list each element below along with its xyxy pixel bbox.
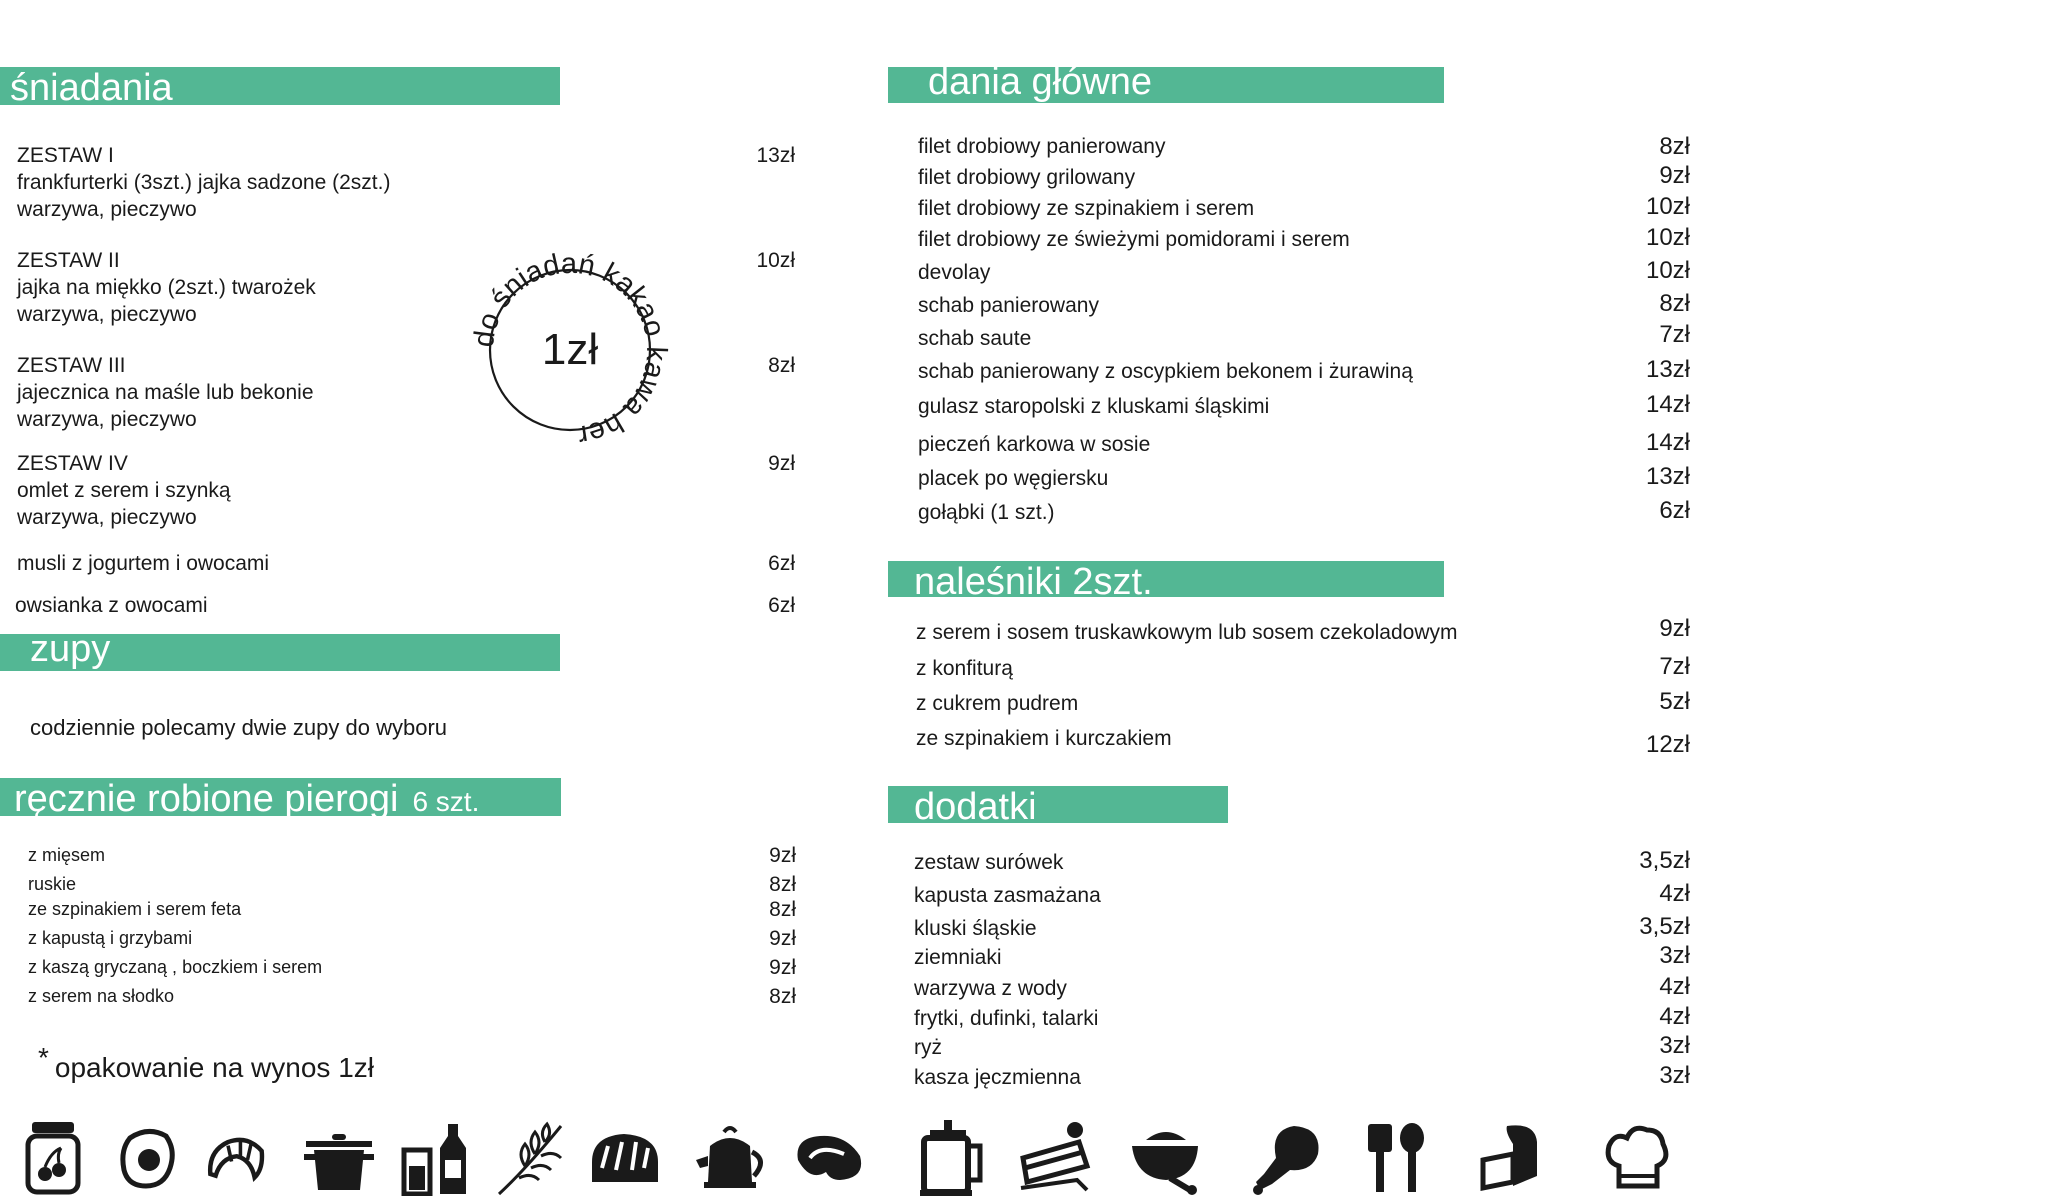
item-price: 9zł <box>769 927 796 950</box>
item-price: 13zł <box>1645 463 1690 490</box>
list-item: warzywa z wody <box>914 977 1067 1000</box>
list-item: musli z jogurtem i owocami <box>17 552 270 575</box>
list-item: devolay <box>918 261 991 284</box>
section-title-dania: dania główne <box>928 61 1152 103</box>
list-item: ze szpinakiem i serem feta <box>28 899 242 919</box>
list-item: zestaw surówek <box>914 851 1064 874</box>
item-price: 12zł <box>1645 731 1690 758</box>
item-price: 6zł <box>768 594 795 617</box>
item-price: 6zł <box>768 552 795 575</box>
french-press-icon <box>910 1120 986 1196</box>
list-item: schab panierowany z oscypkiem bekonem i żurawiną <box>918 360 1413 383</box>
zupy-note: codziennie polecamy dwie zupy do wyboru <box>30 715 448 740</box>
pot-icon <box>302 1120 376 1196</box>
list-item: ze szpinakiem i kurczakiem <box>916 727 1172 750</box>
list-item: schab saute <box>918 327 1032 350</box>
list-item: filet drobiowy panierowany <box>918 135 1166 158</box>
list-item: placek po węgiersku <box>918 467 1109 490</box>
chicken-leg-icon <box>1250 1120 1324 1196</box>
jar-icon <box>22 1120 84 1196</box>
list-item: gulasz staropolski z kluskami śląskimi <box>918 395 1270 418</box>
section-header-zupy <box>0 628 560 671</box>
item-price: 8zł <box>769 873 796 896</box>
list-item: filet drobiowy ze szpinakiem i serem <box>918 197 1255 220</box>
list-item: z cukrem pudrem <box>916 692 1079 715</box>
list-item: frytki, dufinki, talarki <box>914 1007 1099 1030</box>
stamp-graphic <box>452 232 688 468</box>
breakfast-drinks-stamp <box>452 232 688 468</box>
item-price: 9zł <box>769 844 796 867</box>
item-price: 10zł <box>1645 224 1690 251</box>
toast-icon <box>1477 1120 1551 1196</box>
list-item: pieczeń karkowa w sosie <box>918 433 1151 456</box>
item-price: 10zł <box>756 249 795 272</box>
section-header-sniadania <box>0 67 560 109</box>
item-price: 5zł <box>1659 688 1690 715</box>
teapot-icon <box>690 1120 770 1196</box>
item-price: 8zł <box>1659 290 1690 317</box>
item-price: 8zł <box>769 985 796 1008</box>
item-price: 8zł <box>768 354 795 377</box>
list-item: kapusta zasmażana <box>914 884 1101 907</box>
footnote-text: opakowanie na wynos 1zł <box>54 1052 374 1083</box>
item-price: 14zł <box>1645 391 1690 418</box>
cake-slice-icon <box>1017 1120 1097 1196</box>
section-title-dodatki: dodatki <box>914 786 1037 828</box>
item-price: 3zł <box>1659 1032 1690 1059</box>
section-header-dodatki <box>888 786 1228 828</box>
wheat-icon <box>495 1120 569 1196</box>
item-price: 4zł <box>1659 880 1690 907</box>
list-item: schab panierowany <box>918 294 1099 317</box>
chef-hat-icon <box>1603 1120 1673 1196</box>
list-item: z serem na słodko <box>28 986 175 1006</box>
section-title-sniadania: śniadania <box>10 67 173 109</box>
stamp-price: 1zł <box>541 325 599 374</box>
list-item: z kapustą i grzybami <box>28 928 193 948</box>
section-title-nalesniki: naleśniki 2szt. <box>914 561 1153 603</box>
list-item: ZESTAW IV omlet z serem i szynką warzywa, pieczywo <box>17 452 231 529</box>
list-item: kluski śląskie <box>914 917 1037 940</box>
list-item: ZESTAW II jajka na miękko (2szt.) twarożek warzywa, pieczywo <box>17 249 316 326</box>
item-price: 3,5zł <box>1639 847 1690 874</box>
list-item: ziemniaki <box>914 946 1002 969</box>
stamp-arc-text: do śniadań kakao kawa her <box>467 247 673 452</box>
item-price: 10zł <box>1645 257 1690 284</box>
item-price: 9zł <box>769 956 796 979</box>
list-item: ryż <box>914 1036 942 1059</box>
section-header-dania <box>888 61 1444 103</box>
item-price: 8zł <box>769 898 796 921</box>
list-item: owsianka z owocami <box>15 594 208 617</box>
item-price: 14zł <box>1645 429 1690 456</box>
milk-bottles-icon <box>400 1120 472 1196</box>
section-header-nalesniki <box>888 561 1444 603</box>
item-price: 7zł <box>1659 653 1690 680</box>
cutlery-icon <box>1362 1120 1432 1196</box>
list-item: ZESTAW III jajecznica na maśle lub bekonie warzywa, pieczywo <box>17 354 314 431</box>
list-item: kasza jęczmienna <box>914 1066 1081 1089</box>
bread-loaf-icon <box>586 1120 664 1196</box>
croissant-icon <box>205 1120 267 1196</box>
item-price: 3,5zł <box>1639 913 1690 940</box>
item-price: 8zł <box>1659 133 1690 160</box>
item-price: 3zł <box>1659 942 1690 969</box>
footnote <box>38 1042 374 1084</box>
item-price: 13zł <box>756 144 795 167</box>
item-price: 9zł <box>1659 162 1690 189</box>
section-subtitle-pierogi: 6 szt. <box>412 786 480 817</box>
list-item: z mięsem <box>28 845 106 865</box>
section-title-zupy: zupy <box>30 628 111 670</box>
item-price: 4zł <box>1659 973 1690 1000</box>
item-price: 4zł <box>1659 1003 1690 1030</box>
list-item: ruskie <box>28 874 77 894</box>
list-item: z konfiturą <box>916 657 1013 680</box>
section-header-pierogi <box>0 778 561 820</box>
list-item: filet drobiowy grilowany <box>918 166 1136 189</box>
item-price: 9zł <box>1659 615 1690 642</box>
steak-icon <box>790 1120 868 1196</box>
item-price: 10zł <box>1645 193 1690 220</box>
footnote-star: * <box>38 1042 49 1073</box>
list-item: filet drobiowy ze świeżymi pomidorami i serem <box>918 228 1350 251</box>
list-item: gołąbki (1 szt.) <box>918 501 1055 524</box>
section-title-pierogi: ręcznie robione pierogi <box>14 778 399 820</box>
item-price: 6zł <box>1659 497 1690 524</box>
bowl-icon <box>1126 1120 1204 1196</box>
list-item: z serem i sosem truskawkowym lub sosem czekoladowym <box>916 621 1458 644</box>
item-price: 9zł <box>768 452 795 475</box>
item-price: 7zł <box>1659 321 1690 348</box>
item-price: 3zł <box>1659 1062 1690 1089</box>
fried-egg-icon <box>117 1120 179 1196</box>
item-price: 13zł <box>1645 356 1690 383</box>
list-item: z kaszą gryczaną , boczkiem i serem <box>28 957 323 977</box>
list-item: ZESTAW I frankfurterki (3szt.) jajka sadzone (2szt.) warzywa, pieczywo <box>17 144 391 221</box>
